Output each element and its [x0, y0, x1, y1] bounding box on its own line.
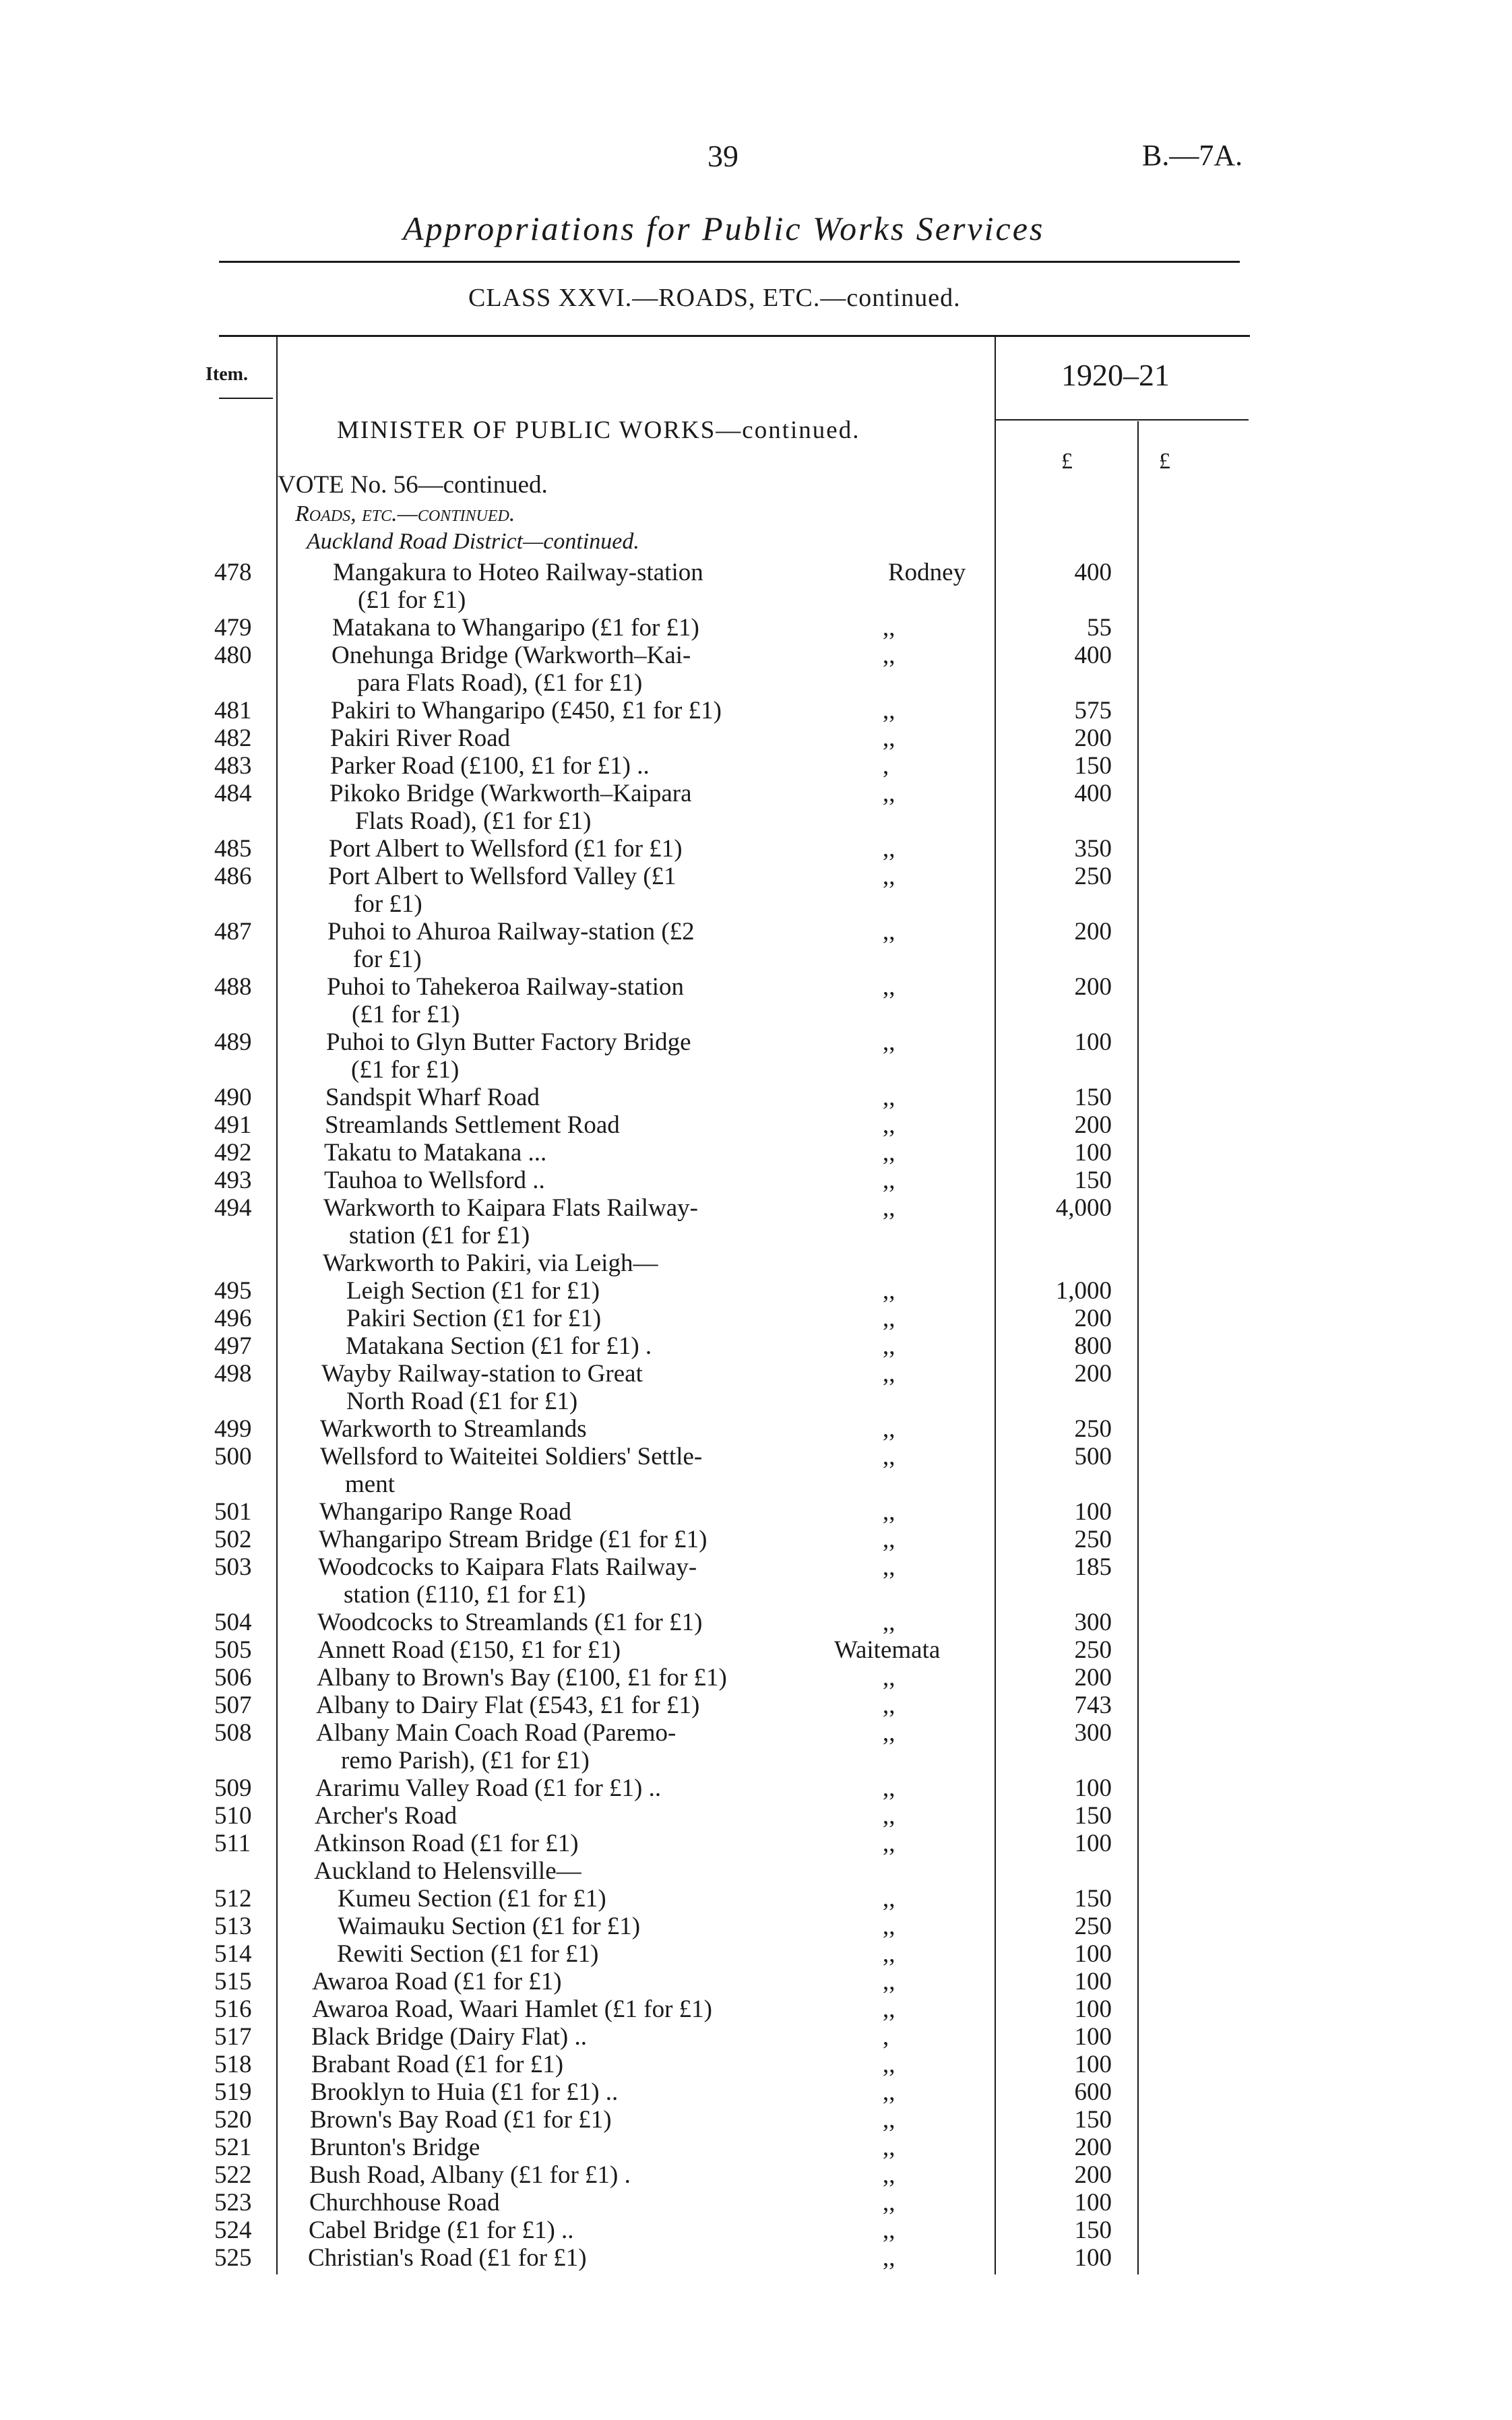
item-number: 518	[214, 2051, 252, 2078]
amount-value: 150	[1074, 1802, 1112, 1830]
amount-value: 400	[1074, 559, 1112, 586]
item-number: 502	[214, 1526, 252, 1553]
table-row	[0, 2188, 1512, 2216]
table-row	[0, 1028, 1512, 1055]
item-description: Rewiti Section (£1 for £1)	[337, 1940, 599, 1968]
table-row	[0, 641, 1512, 669]
item-description: North Road (£1 for £1)	[346, 1388, 578, 1415]
table-row	[0, 1774, 1512, 1801]
amount-value: 185	[1074, 1553, 1112, 1581]
item-description: Ararimu Valley Road (£1 for £1) ..	[315, 1774, 662, 1802]
item-description: Leigh Section (£1 for £1)	[346, 1277, 600, 1305]
item-description: station (£1 for £1)	[349, 1222, 530, 1249]
amount-value: 150	[1074, 1885, 1112, 1913]
table-row	[0, 696, 1512, 724]
district-name: ,,	[883, 1968, 895, 1995]
item-number: 481	[214, 697, 252, 724]
amount-value: 100	[1074, 1139, 1112, 1167]
amount-value: 200	[1074, 1360, 1112, 1388]
table-row	[0, 2105, 1512, 2133]
district-name: ,,	[883, 724, 895, 752]
item-description: Mangakura to Hoteo Railway-station	[333, 559, 703, 586]
district-name: ,,	[883, 1305, 895, 1332]
table-row	[0, 1249, 1512, 1276]
item-number: 496	[214, 1305, 252, 1332]
amount-value: 100	[1074, 1968, 1112, 1995]
item-number: 521	[214, 2134, 252, 2161]
item-number: 495	[214, 1277, 252, 1305]
item-number: 503	[214, 1553, 252, 1581]
district-name: ,,	[883, 1111, 895, 1139]
item-description: Atkinson Road (£1 for £1)	[314, 1830, 579, 1857]
district-name: ,,	[883, 1802, 895, 1830]
district-name: ,,	[883, 2051, 895, 2078]
item-number: 490	[214, 1084, 252, 1111]
district-name: ,,	[883, 1167, 895, 1194]
district-name: ,,	[883, 1692, 895, 1719]
item-description: Woodcocks to Kaipara Flats Railway-	[318, 1553, 697, 1581]
table-row	[0, 1746, 1512, 1774]
item-description: Brown's Bay Road (£1 for £1)	[310, 2106, 612, 2134]
document-reference: B.—7A.	[1142, 139, 1243, 172]
district-name: ,,	[883, 1719, 895, 1747]
amount-value: 100	[1074, 1830, 1112, 1857]
amount-value: 1,000	[1055, 1277, 1112, 1305]
district-name: ,,	[883, 1139, 895, 1167]
table-row	[0, 613, 1512, 641]
district-name: ,,	[883, 642, 895, 669]
amount-value: 150	[1074, 1167, 1112, 1194]
item-description: Albany to Brown's Bay (£100, £1 for £1)	[317, 1664, 727, 1692]
table-row	[0, 1193, 1512, 1221]
table-row	[0, 1553, 1512, 1580]
item-description: Whangaripo Range Road	[319, 1498, 571, 1526]
item-description: Wayby Railway-station to Great	[321, 1360, 643, 1388]
item-number: 498	[214, 1360, 252, 1388]
table-row	[0, 724, 1512, 751]
item-number: 510	[214, 1802, 252, 1830]
table-row	[0, 1801, 1512, 1829]
item-number: 478	[214, 559, 252, 586]
item-number: 512	[214, 1885, 252, 1913]
item-number: 492	[214, 1139, 252, 1167]
item-description: Warkworth to Streamlands	[320, 1415, 587, 1443]
table-row	[0, 669, 1512, 696]
item-description: Pikoko Bridge (Warkworth–Kaipara	[329, 780, 692, 807]
item-number: 494	[214, 1194, 252, 1222]
item-description: (£1 for £1)	[358, 586, 466, 614]
table-row	[0, 972, 1512, 1000]
table-row	[0, 890, 1512, 917]
amount-value: 200	[1074, 724, 1112, 752]
item-description: Parker Road (£100, £1 for £1) ..	[330, 752, 650, 780]
class-heading: CLASS XXVI.—ROADS, ETC.—continued.	[468, 284, 961, 312]
item-description: Auckland to Helensville—	[314, 1857, 581, 1885]
amount-value: 100	[1074, 2189, 1112, 2216]
item-number: 525	[214, 2244, 252, 2272]
table-row	[0, 558, 1512, 586]
amount-value: 800	[1074, 1332, 1112, 1360]
district-name: ,,	[883, 2189, 895, 2216]
amount-value: 100	[1074, 1995, 1112, 2023]
roads-subheading: Roads, etc.—continued.	[295, 501, 515, 526]
item-description: Sandspit Wharf Road	[325, 1084, 540, 1111]
item-number: 517	[214, 2023, 252, 2051]
amount-value: 500	[1074, 1443, 1112, 1470]
amount-value: 300	[1074, 1719, 1112, 1747]
amount-value: 200	[1074, 1305, 1112, 1332]
district-name: Waitemata	[834, 1636, 941, 1664]
table-row	[0, 1829, 1512, 1857]
item-number: 522	[214, 2161, 252, 2189]
item-description: Bush Road, Albany (£1 for £1) .	[309, 2161, 631, 2189]
table-row	[0, 807, 1512, 834]
page-title: Appropriations for Public Works Services	[403, 210, 1045, 247]
district-name: ,,	[883, 2078, 895, 2106]
table-row	[0, 1000, 1512, 1028]
table-row	[0, 1995, 1512, 2022]
district-name: ,,	[883, 614, 895, 642]
item-number: 491	[214, 1111, 252, 1139]
table-row	[0, 2050, 1512, 2078]
item-number: 509	[214, 1774, 252, 1802]
item-number: 516	[214, 1995, 252, 2023]
table-row	[0, 1055, 1512, 1083]
amount-value: 100	[1074, 2244, 1112, 2272]
district-name: ,,	[883, 1995, 895, 2023]
item-description: Brooklyn to Huia (£1 for £1) ..	[311, 2078, 619, 2106]
item-description: Streamlands Settlement Road	[325, 1111, 620, 1139]
vote-heading: VOTE No. 56—continued.	[278, 471, 548, 499]
table-row	[0, 945, 1512, 972]
item-number: 511	[214, 1830, 251, 1857]
amount-value: 250	[1074, 1415, 1112, 1443]
amount-value: 200	[1074, 918, 1112, 945]
item-description: Tauhoa to Wellsford ..	[324, 1167, 545, 1194]
district-name: ,,	[883, 1360, 895, 1388]
item-description: para Flats Road), (£1 for £1)	[357, 669, 643, 697]
item-description: Woodcocks to Streamlands (£1 for £1)	[317, 1609, 703, 1636]
amount-value: 200	[1074, 2134, 1112, 2161]
district-name: ,,	[883, 1913, 895, 1940]
minister-heading: MINISTER OF PUBLIC WORKS—continued.	[337, 416, 860, 444]
table-row	[0, 1138, 1512, 1166]
item-description: Annett Road (£150, £1 for £1)	[317, 1636, 621, 1664]
amount-value: 300	[1074, 1609, 1112, 1636]
amount-value: 100	[1074, 1498, 1112, 1526]
item-number: 507	[214, 1692, 252, 1719]
district-name: ,,	[883, 2134, 895, 2161]
item-description: Pakiri Section (£1 for £1)	[346, 1305, 602, 1332]
district-name: ,,	[883, 1830, 895, 1857]
amount-value: 200	[1074, 973, 1112, 1001]
district-name: ,,	[883, 1553, 895, 1581]
district-name: ,,	[883, 918, 895, 945]
table-row	[0, 1083, 1512, 1111]
item-number: 485	[214, 835, 252, 863]
item-number: 499	[214, 1415, 252, 1443]
item-header-rule	[219, 398, 273, 399]
table-row	[0, 779, 1512, 807]
item-description: Brabant Road (£1 for £1)	[311, 2051, 564, 2078]
item-description: Matakana to Whangaripo (£1 for £1)	[332, 614, 699, 642]
item-number: 488	[214, 973, 252, 1001]
table-row	[0, 1663, 1512, 1691]
item-description: for £1)	[354, 890, 422, 918]
page-number: 39	[707, 139, 738, 173]
item-description: Matakana Section (£1 for £1) .	[346, 1332, 652, 1360]
item-number: 508	[214, 1719, 252, 1747]
amount-value: 100	[1074, 2023, 1112, 2051]
table-row	[0, 1304, 1512, 1332]
district-name: ,,	[883, 2161, 895, 2189]
item-description: for £1)	[353, 945, 422, 973]
table-row	[0, 2161, 1512, 2188]
item-description: ment	[345, 1470, 395, 1498]
district-name: ,,	[883, 1498, 895, 1526]
table-row	[0, 1166, 1512, 1193]
item-description: Cabel Bridge (£1 for £1) ..	[309, 2216, 574, 2244]
item-description: Churchhouse Road	[309, 2189, 500, 2216]
table-top-rule	[219, 335, 1250, 337]
item-number: 513	[214, 1913, 252, 1940]
amount-value: 100	[1074, 1028, 1112, 1056]
item-description: Brunton's Bridge	[310, 2134, 480, 2161]
district-name: ,,	[883, 780, 895, 807]
table-row	[0, 1912, 1512, 1940]
amount-value: 100	[1074, 2051, 1112, 2078]
item-number: 479	[214, 614, 252, 642]
item-number: 487	[214, 918, 252, 945]
pound-header-2: £	[1159, 449, 1170, 474]
table-row	[0, 1940, 1512, 1967]
district-name: ,,	[883, 2244, 895, 2272]
item-number: 480	[214, 642, 252, 669]
item-description: Albany Main Coach Road (Paremo-	[316, 1719, 676, 1747]
item-description: Albany to Dairy Flat (£543, £1 for £1)	[316, 1692, 700, 1719]
table-row	[0, 1387, 1512, 1415]
item-description: Pakiri to Whangaripo (£450, £1 for £1)	[331, 697, 722, 724]
district-name: ,,	[883, 2106, 895, 2134]
item-number: 506	[214, 1664, 252, 1692]
item-description: (£1 for £1)	[351, 1056, 460, 1084]
district-name: ,,	[883, 973, 895, 1001]
district-name: ,,	[883, 1664, 895, 1692]
table-row	[0, 2216, 1512, 2243]
item-description: Awaroa Road (£1 for £1)	[312, 1968, 562, 1995]
table-row	[0, 1111, 1512, 1138]
item-description: Wellsford to Waiteitei Soldiers' Settle-	[320, 1443, 703, 1470]
amount-value: 743	[1074, 1692, 1112, 1719]
district-name: Rodney	[888, 559, 966, 586]
district-name: ,,	[883, 1084, 895, 1111]
item-number: 493	[214, 1167, 252, 1194]
table-row	[0, 1332, 1512, 1359]
amount-value: 250	[1074, 863, 1112, 890]
table-row	[0, 2022, 1512, 2050]
item-description: Whangaripo Stream Bridge (£1 for £1)	[319, 1526, 707, 1553]
item-description: Kumeu Section (£1 for £1)	[338, 1885, 606, 1913]
district-name: ,	[883, 752, 889, 780]
item-description: Puhoi to Ahuroa Railway-station (£2	[327, 918, 695, 945]
amount-value: 100	[1074, 1940, 1112, 1968]
table-row	[0, 1415, 1512, 1442]
table-row	[0, 1608, 1512, 1636]
item-number: 484	[214, 780, 252, 807]
item-number: 500	[214, 1443, 252, 1470]
district-name: ,,	[883, 1940, 895, 1968]
item-description: Puhoi to Glyn Butter Factory Bridge	[326, 1028, 691, 1056]
district-name: ,,	[883, 1028, 895, 1056]
amount-value: 600	[1074, 2078, 1112, 2106]
item-description: Onehunga Bridge (Warkworth–Kai-	[332, 642, 691, 669]
item-description: Awaroa Road, Waari Hamlet (£1 for £1)	[312, 1995, 712, 2023]
item-column-header: Item.	[206, 364, 248, 385]
item-description: Pakiri River Road	[330, 724, 511, 752]
district-name: ,	[883, 2023, 889, 2051]
district-name: ,,	[883, 1415, 895, 1443]
table-row	[0, 2243, 1512, 2271]
district-name: ,,	[883, 2216, 895, 2244]
item-description: Warkworth to Kaipara Flats Railway-	[323, 1194, 698, 1222]
amount-value: 150	[1074, 1084, 1112, 1111]
item-number: 515	[214, 1968, 252, 1995]
district-name: ,,	[883, 1194, 895, 1222]
item-description: Takatu to Matakana ...	[324, 1139, 547, 1167]
amount-value: 400	[1074, 642, 1112, 669]
amount-value: 250	[1074, 1526, 1112, 1553]
district-name: ,,	[883, 863, 895, 890]
amount-value: 400	[1074, 780, 1112, 807]
district-name: ,,	[883, 1885, 895, 1913]
amount-value: 4,000	[1055, 1194, 1112, 1222]
table-row	[0, 1884, 1512, 1912]
district-name: ,,	[883, 1277, 895, 1305]
table-row	[0, 1857, 1512, 1884]
table-row	[0, 1359, 1512, 1387]
item-number: 486	[214, 863, 252, 890]
item-description: Puhoi to Tahekeroa Railway-station	[327, 973, 685, 1001]
table-row	[0, 1470, 1512, 1497]
item-description: station (£110, £1 for £1)	[344, 1581, 586, 1609]
table-row	[0, 1221, 1512, 1249]
table-row	[0, 917, 1512, 945]
amount-value: 250	[1074, 1636, 1112, 1664]
item-number: 523	[214, 2189, 252, 2216]
item-number: 504	[214, 1609, 252, 1636]
item-number: 514	[214, 1940, 252, 1968]
item-description: Warkworth to Pakiri, via Leigh—	[323, 1249, 658, 1277]
amount-value: 200	[1074, 2161, 1112, 2189]
item-description: Christian's Road (£1 for £1)	[308, 2244, 587, 2272]
item-description: (£1 for £1)	[352, 1001, 460, 1028]
amount-value: 200	[1074, 1664, 1112, 1692]
amount-value: 150	[1074, 2216, 1112, 2244]
amount-value: 350	[1074, 835, 1112, 863]
item-description: Archer's Road	[315, 1802, 458, 1830]
amount-value: 250	[1074, 1913, 1112, 1940]
table-row	[0, 862, 1512, 890]
table-row	[0, 1636, 1512, 1663]
amount-value: 200	[1074, 1111, 1112, 1139]
item-description: Black Bridge (Dairy Flat) ..	[311, 2023, 587, 2051]
item-number: 483	[214, 752, 252, 780]
amount-value: 150	[1074, 752, 1112, 780]
item-description: Port Albert to Wellsford (£1 for £1)	[329, 835, 683, 863]
item-number: 520	[214, 2106, 252, 2134]
year-header-rule	[996, 419, 1249, 421]
table-row	[0, 2133, 1512, 2161]
amount-value: 55	[1087, 614, 1112, 642]
table-row	[0, 586, 1512, 613]
item-number: 489	[214, 1028, 252, 1056]
table-row	[0, 834, 1512, 862]
district-name: ,,	[883, 1609, 895, 1636]
item-description: Flats Road), (£1 for £1)	[355, 807, 592, 835]
year-column-header: 1920–21	[1061, 358, 1170, 392]
district-name: ,,	[883, 1332, 895, 1360]
district-subheading: Auckland Road District—continued.	[307, 529, 639, 554]
amount-value: 150	[1074, 2106, 1112, 2134]
table-row	[0, 1525, 1512, 1553]
item-number: 519	[214, 2078, 252, 2106]
district-name: ,,	[883, 697, 895, 724]
item-number: 482	[214, 724, 252, 752]
district-name: ,,	[883, 835, 895, 863]
item-number: 497	[214, 1332, 252, 1360]
table-row	[0, 1718, 1512, 1746]
table-row	[0, 1442, 1512, 1470]
table-row	[0, 1967, 1512, 1995]
pound-header-1: £	[1061, 449, 1073, 474]
item-description: remo Parish), (£1 for £1)	[341, 1747, 590, 1774]
table-row	[0, 1497, 1512, 1525]
district-name: ,,	[883, 1774, 895, 1802]
item-description: Waimauku Section (£1 for £1)	[338, 1913, 641, 1940]
table-row	[0, 1691, 1512, 1718]
table-row	[0, 751, 1512, 779]
table-row	[0, 2078, 1512, 2105]
item-number: 505	[214, 1636, 252, 1664]
item-number: 524	[214, 2216, 252, 2244]
table-row	[0, 1276, 1512, 1304]
district-name: ,,	[883, 1443, 895, 1470]
district-name: ,,	[883, 1526, 895, 1553]
item-description: Port Albert to Wellsford Valley (£1	[328, 863, 676, 890]
title-rule	[219, 261, 1240, 263]
item-number: 501	[214, 1498, 252, 1526]
amount-value: 100	[1074, 1774, 1112, 1802]
amount-value: 575	[1074, 697, 1112, 724]
table-row	[0, 1580, 1512, 1608]
